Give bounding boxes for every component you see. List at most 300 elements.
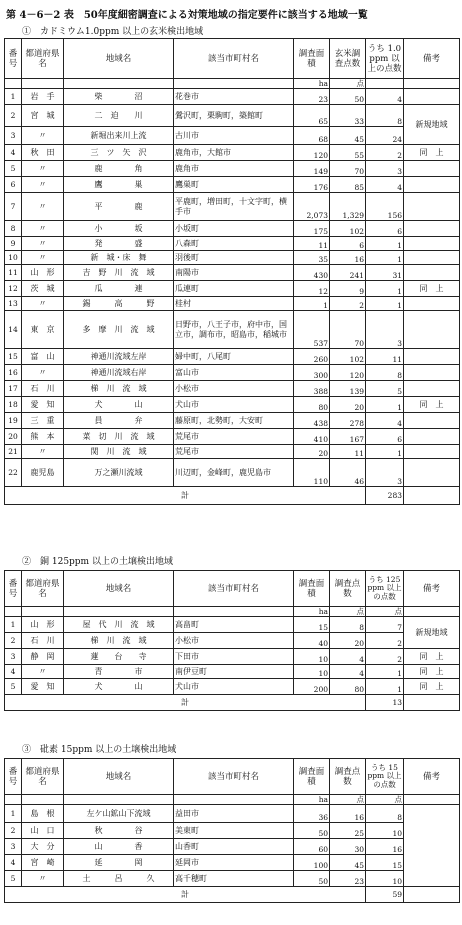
table-row (5, 177, 460, 193)
area-name-cell: 吉 野 川 流 域 (64, 265, 174, 281)
area-name-cell: 梯 川 流 域 (64, 633, 174, 649)
header-no: 番号 (5, 39, 22, 79)
total-value: 283 (366, 487, 404, 505)
area-name-cell: 左ケ山鉱山下流域 (64, 805, 174, 823)
survey-points-cell: 11 (330, 445, 366, 459)
unit-points: 点 (330, 79, 366, 89)
unit-spacer-cell (404, 607, 460, 617)
row-number: 1 (5, 617, 22, 633)
municipalities-cell: 婦中町，八尾町 (174, 349, 294, 365)
over-threshold-points-cell: 2 (366, 649, 404, 665)
table-row (5, 445, 460, 459)
over-threshold-points-cell: 6 (366, 221, 404, 237)
area-name-cell: 多 摩 川 流 域 (64, 311, 174, 349)
unit-spacer-cell (174, 795, 294, 805)
survey-points-cell: 278 (330, 413, 366, 429)
prefecture-cell: 〃 (22, 177, 64, 193)
table-row (5, 281, 460, 297)
header-over-points: うち 1.0 ppm 以上の点数 (366, 39, 404, 79)
survey-area-cell: 2,073 (294, 193, 330, 221)
note-cell (404, 297, 460, 311)
note-cell: 同 上 (404, 649, 460, 665)
prefecture-cell: 茨 城 (22, 281, 64, 297)
header-area: 地域名 (64, 39, 174, 79)
survey-area-cell: 100 (294, 855, 330, 871)
table-row (5, 649, 460, 665)
over-threshold-points-cell: 8 (366, 805, 404, 823)
unit-spacer-cell (22, 795, 64, 805)
header-survey: 調査面積 (294, 39, 330, 79)
total-note-cell (404, 695, 460, 711)
page-title: 第 4－6－2 表 50年度細密調査による対策地域の指定要件に該当する地域一覧 (6, 10, 368, 21)
table-row (5, 297, 460, 311)
row-number: 7 (5, 193, 22, 221)
header-survey: 調査面積 (294, 571, 330, 607)
survey-points-cell: 45 (330, 855, 366, 871)
total-label: 計 (5, 487, 366, 505)
prefecture-cell: 鹿児島 (22, 459, 64, 487)
over-threshold-points-cell: 1 (366, 237, 404, 251)
unit-spacer-cell (404, 79, 460, 89)
municipalities-cell: 鶯沢町，栗駒町，築館町 (174, 105, 294, 127)
survey-points-cell: 80 (330, 679, 366, 695)
municipalities-cell: 荒尾市 (174, 429, 294, 445)
row-number: 4 (5, 665, 22, 679)
over-threshold-points-cell: 3 (366, 311, 404, 349)
area-name-cell: 犬 山 (64, 679, 174, 695)
survey-area-cell: 11 (294, 237, 330, 251)
over-threshold-points-cell: 6 (366, 429, 404, 445)
note-cell: 同 上 (404, 679, 460, 695)
municipalities-cell: 益田市 (174, 805, 294, 823)
note-cell (404, 237, 460, 251)
survey-area-cell: 12 (294, 281, 330, 297)
municipalities-cell: 山香町 (174, 839, 294, 855)
total-value: 13 (366, 695, 404, 711)
area-name-cell: 新堀出来川上流 (64, 127, 174, 145)
over-threshold-points-cell: 1 (366, 445, 404, 459)
row-number: 4 (5, 855, 22, 871)
note-cell: 同 上 (404, 281, 460, 297)
survey-area-cell: 537 (294, 311, 330, 349)
unit-spacer-cell (5, 79, 22, 89)
municipalities-cell: 高千穂町 (174, 871, 294, 887)
prefecture-cell: 熊 本 (22, 429, 64, 445)
note-cell (404, 265, 460, 281)
survey-points-cell: 102 (330, 221, 366, 237)
header-no: 番号 (5, 759, 22, 795)
area-name-cell: 梯 川 流 域 (64, 381, 174, 397)
area-name-cell: 関 川 流 域 (64, 445, 174, 459)
table-row (5, 127, 460, 145)
total-row (5, 695, 460, 711)
table-row (5, 429, 460, 445)
survey-points-cell: 55 (330, 145, 366, 161)
table-row (5, 413, 460, 429)
unit-spacer-cell (64, 79, 174, 89)
total-row (5, 487, 460, 505)
prefecture-cell: 宮 城 (22, 105, 64, 127)
unit-over: 点 (366, 607, 404, 617)
prefecture-cell: 〃 (22, 365, 64, 381)
area-name-cell: 神通川流域右岸 (64, 365, 174, 381)
note-cell: 同 上 (404, 665, 460, 679)
table-row (5, 823, 460, 839)
total-label: 計 (5, 887, 366, 903)
row-number: 5 (5, 871, 22, 887)
survey-area-cell: 260 (294, 349, 330, 365)
survey-points-cell: 6 (330, 237, 366, 251)
survey-points-cell: 33 (330, 105, 366, 127)
note-cell (404, 311, 460, 349)
over-threshold-points-cell: 4 (366, 413, 404, 429)
unit-survey: ha (294, 79, 330, 89)
header-area: 地域名 (64, 759, 174, 795)
total-label: 計 (5, 695, 366, 711)
table-row (5, 633, 460, 649)
municipalities-cell: 古川市 (174, 127, 294, 145)
over-threshold-points-cell: 1 (366, 679, 404, 695)
municipalities-cell: 南伊豆町 (174, 665, 294, 679)
municipalities-cell: 八森町 (174, 237, 294, 251)
survey-area-cell: 36 (294, 805, 330, 823)
survey-points-cell: 20 (330, 397, 366, 413)
note-cell (404, 429, 460, 445)
survey-points-cell: 167 (330, 429, 366, 445)
row-number: 3 (5, 839, 22, 855)
area-name-cell: 鹿 角 (64, 161, 174, 177)
table-row (5, 237, 460, 251)
municipalities-cell: 鷹巣町 (174, 177, 294, 193)
municipalities-cell: 羽後町 (174, 251, 294, 265)
unit-survey: ha (294, 607, 330, 617)
survey-points-cell: 45 (330, 127, 366, 145)
area-name-cell: 菜 切 川 流 域 (64, 429, 174, 445)
survey-points-cell: 2 (330, 297, 366, 311)
survey-points-cell: 46 (330, 459, 366, 487)
prefecture-cell: 〃 (22, 251, 64, 265)
header-survey: 調査面積 (294, 759, 330, 795)
survey-area-cell: 438 (294, 413, 330, 429)
unit-spacer-cell (64, 607, 174, 617)
row-number: 18 (5, 397, 22, 413)
unit-points: 点 (330, 607, 366, 617)
row-number: 14 (5, 311, 22, 349)
table-row (5, 855, 460, 871)
table-row (5, 311, 460, 349)
row-number: 5 (5, 679, 22, 695)
prefecture-cell: 〃 (22, 237, 64, 251)
survey-area-cell: 68 (294, 127, 330, 145)
unit-spacer-cell (404, 795, 460, 805)
unit-survey: ha (294, 795, 330, 805)
survey-points-cell: 241 (330, 265, 366, 281)
prefecture-cell: 石 川 (22, 381, 64, 397)
table-row (5, 459, 460, 487)
survey-points-cell: 8 (330, 617, 366, 633)
cadmium-table (4, 38, 460, 505)
survey-area-cell: 50 (294, 871, 330, 887)
survey-points-cell: 20 (330, 633, 366, 649)
survey-area-cell: 120 (294, 145, 330, 161)
note-cell: 同 上 (404, 145, 460, 161)
note-cell (404, 161, 460, 177)
survey-area-cell: 50 (294, 823, 330, 839)
row-number: 3 (5, 127, 22, 145)
table-row (5, 265, 460, 281)
area-name-cell: 延 岡 (64, 855, 174, 871)
over-threshold-points-cell: 1 (366, 397, 404, 413)
survey-area-cell: 60 (294, 839, 330, 855)
area-name-cell: 二 迫 川 (64, 105, 174, 127)
row-number: 4 (5, 145, 22, 161)
area-name-cell: 秋 谷 (64, 823, 174, 839)
over-threshold-points-cell: 4 (366, 89, 404, 105)
municipalities-cell: 延岡市 (174, 855, 294, 871)
row-number: 12 (5, 281, 22, 297)
prefecture-cell: 東 京 (22, 311, 64, 349)
row-number: 9 (5, 237, 22, 251)
survey-points-cell: 25 (330, 823, 366, 839)
row-number: 2 (5, 823, 22, 839)
total-row (5, 887, 460, 903)
over-threshold-points-cell: 11 (366, 349, 404, 365)
prefecture-cell: 三 重 (22, 413, 64, 429)
over-threshold-points-cell: 15 (366, 855, 404, 871)
prefecture-cell: 岩 手 (22, 89, 64, 105)
table-row (5, 839, 460, 855)
survey-points-cell: 50 (330, 89, 366, 105)
prefecture-cell: 〃 (22, 193, 64, 221)
area-name-cell: 鷹 巣 (64, 177, 174, 193)
row-number: 11 (5, 265, 22, 281)
area-name-cell: 平 鹿 (64, 193, 174, 221)
survey-points-cell: 70 (330, 311, 366, 349)
municipalities-cell: 川辺町，金峰町，鹿児島市 (174, 459, 294, 487)
over-threshold-points-cell: 1 (366, 281, 404, 297)
area-name-cell: 犬 山 (64, 397, 174, 413)
over-threshold-points-cell: 10 (366, 871, 404, 887)
prefecture-cell: 静 岡 (22, 649, 64, 665)
header-points: 調査点数 (330, 571, 366, 607)
prefecture-cell: 石 川 (22, 633, 64, 649)
over-threshold-points-cell: 7 (366, 617, 404, 633)
header-pref: 都道府県名 (22, 759, 64, 795)
unit-spacer-cell (22, 607, 64, 617)
over-threshold-points-cell: 1 (366, 251, 404, 265)
table-row (5, 805, 460, 823)
municipalities-cell: 鹿角市，大館市 (174, 145, 294, 161)
over-threshold-points-cell: 31 (366, 265, 404, 281)
area-name-cell: 土 呂 久 (64, 871, 174, 887)
prefecture-cell: 山 形 (22, 617, 64, 633)
survey-area-cell: 388 (294, 381, 330, 397)
municipalities-cell: 犬山市 (174, 397, 294, 413)
note-cell (404, 381, 460, 397)
unit-spacer-cell (5, 795, 22, 805)
over-threshold-points-cell: 3 (366, 161, 404, 177)
prefecture-cell: 〃 (22, 445, 64, 459)
municipalities-cell: 美東町 (174, 823, 294, 839)
survey-points-cell: 23 (330, 871, 366, 887)
survey-points-cell: 4 (330, 649, 366, 665)
note-cell (404, 221, 460, 237)
prefecture-cell: 山 形 (22, 265, 64, 281)
header-cities: 該当市町村名 (174, 571, 294, 607)
row-number: 15 (5, 349, 22, 365)
area-name-cell: 山 香 (64, 839, 174, 855)
header-over-points: うち 125 ppm 以上の点数 (366, 571, 404, 607)
area-name-cell: 柴 沼 (64, 89, 174, 105)
survey-points-cell: 9 (330, 281, 366, 297)
note-cell: 新規地域 (404, 617, 460, 649)
table-row (5, 105, 460, 127)
note-cell (404, 193, 460, 221)
survey-area-cell: 80 (294, 397, 330, 413)
unit-points: 点 (330, 795, 366, 805)
over-threshold-points-cell: 24 (366, 127, 404, 145)
header-cities: 該当市町村名 (174, 759, 294, 795)
municipalities-cell: 平鹿町，増田町，十文字町，横手市 (174, 193, 294, 221)
table-row (5, 365, 460, 381)
table-row (5, 679, 460, 695)
unit-row (5, 607, 460, 617)
prefecture-cell: 宮 崎 (22, 855, 64, 871)
survey-points-cell: 85 (330, 177, 366, 193)
prefecture-cell: 〃 (22, 127, 64, 145)
survey-area-cell: 430 (294, 265, 330, 281)
prefecture-cell: 〃 (22, 665, 64, 679)
prefecture-cell: 島 根 (22, 805, 64, 823)
unit-over: 点 (366, 795, 404, 805)
area-name-cell: 蓮 台 寺 (64, 649, 174, 665)
header-over-points: うち 15 ppm 以上の点数 (366, 759, 404, 795)
over-threshold-points-cell: 2 (366, 633, 404, 649)
table-row (5, 161, 460, 177)
survey-area-cell: 40 (294, 633, 330, 649)
note-cell (404, 349, 460, 365)
survey-area-cell: 176 (294, 177, 330, 193)
header-area: 地域名 (64, 571, 174, 607)
unit-spacer-cell (64, 795, 174, 805)
table-row (5, 349, 460, 365)
table-row (5, 221, 460, 237)
survey-area-cell: 300 (294, 365, 330, 381)
over-threshold-points-cell: 1 (366, 297, 404, 311)
municipalities-cell: 藤原町，北勢町，大安町 (174, 413, 294, 429)
municipalities-cell: 桂村 (174, 297, 294, 311)
arsenic-table (4, 758, 460, 903)
survey-points-cell: 30 (330, 839, 366, 855)
table-row (5, 617, 460, 633)
row-number: 1 (5, 805, 22, 823)
header-note: 備考 (404, 571, 460, 607)
row-number: 17 (5, 381, 22, 397)
over-threshold-points-cell: 156 (366, 193, 404, 221)
row-number: 16 (5, 365, 22, 381)
row-number: 8 (5, 221, 22, 237)
survey-area-cell: 65 (294, 105, 330, 127)
row-number: 20 (5, 429, 22, 445)
header-note: 備考 (404, 759, 460, 795)
prefecture-cell: 愛 知 (22, 679, 64, 695)
row-number: 2 (5, 633, 22, 649)
area-name-cell: 員 弁 (64, 413, 174, 429)
table-row (5, 871, 460, 887)
survey-points-cell: 120 (330, 365, 366, 381)
row-number: 6 (5, 177, 22, 193)
survey-area-cell: 175 (294, 221, 330, 237)
prefecture-cell: 〃 (22, 871, 64, 887)
prefecture-cell: 山 口 (22, 823, 64, 839)
row-number: 22 (5, 459, 22, 487)
survey-points-cell: 102 (330, 349, 366, 365)
survey-area-cell: 10 (294, 649, 330, 665)
municipalities-cell: 鹿角市 (174, 161, 294, 177)
section-1-caption: ① カドミウム1.0ppm 以上の玄米検出地域 (22, 27, 204, 37)
municipalities-cell: 富山市 (174, 365, 294, 381)
over-threshold-points-cell: 8 (366, 365, 404, 381)
unit-spacer-cell (22, 79, 64, 89)
table-row (5, 145, 460, 161)
municipalities-cell: 荒尾市 (174, 445, 294, 459)
row-number: 2 (5, 105, 22, 127)
survey-area-cell: 20 (294, 445, 330, 459)
area-name-cell: 発 盛 (64, 237, 174, 251)
row-number: 3 (5, 649, 22, 665)
row-number: 1 (5, 89, 22, 105)
table-row (5, 397, 460, 413)
municipalities-cell: 高畠町 (174, 617, 294, 633)
prefecture-cell: 秋 田 (22, 145, 64, 161)
row-number: 19 (5, 413, 22, 429)
section-2-caption: ② 銅 125ppm 以上の土壌検出地域 (22, 557, 173, 567)
survey-area-cell: 15 (294, 617, 330, 633)
table-row (5, 381, 460, 397)
survey-area-cell: 149 (294, 161, 330, 177)
unit-spacer-cell (174, 607, 294, 617)
survey-area-cell: 410 (294, 429, 330, 445)
municipalities-cell: 犬山市 (174, 679, 294, 695)
survey-area-cell: 1 (294, 297, 330, 311)
note-cell: 新規地域 (404, 105, 460, 145)
over-threshold-points-cell: 5 (366, 381, 404, 397)
row-number: 21 (5, 445, 22, 459)
total-note-cell (404, 887, 460, 903)
header-pref: 都道府県名 (22, 39, 64, 79)
note-cell (404, 459, 460, 487)
survey-points-cell: 16 (330, 251, 366, 265)
total-note-cell (404, 487, 460, 505)
unit-row (5, 795, 460, 805)
section-3-caption: ③ 砒素 15ppm 以上の土壌検出地域 (22, 745, 177, 755)
survey-points-cell: 139 (330, 381, 366, 397)
table-row (5, 89, 460, 105)
survey-points-cell: 70 (330, 161, 366, 177)
over-threshold-points-cell: 3 (366, 459, 404, 487)
over-threshold-points-cell: 2 (366, 145, 404, 161)
survey-area-cell: 23 (294, 89, 330, 105)
survey-points-cell: 1,329 (330, 193, 366, 221)
copper-table (4, 570, 460, 711)
prefecture-cell: 富 山 (22, 349, 64, 365)
note-cell (404, 89, 460, 105)
over-threshold-points-cell: 8 (366, 105, 404, 127)
municipalities-cell: 南陽市 (174, 265, 294, 281)
survey-area-cell: 10 (294, 665, 330, 679)
note-cell (404, 365, 460, 381)
unit-spacer-cell (174, 79, 294, 89)
